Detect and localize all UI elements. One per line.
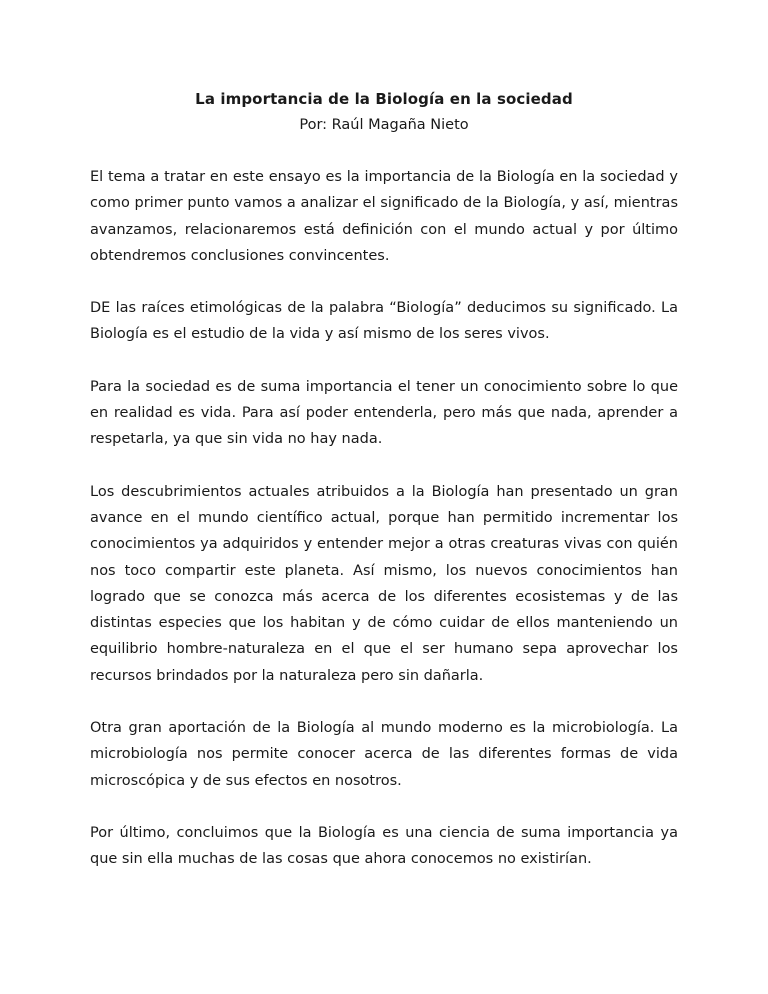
- paragraph-discoveries: Los descubrimientos actuales atribuidos a la Biología han presentado un gran avance en el mundo científico actual, porque han permitido incrementar los conocimientos ya adquiridos y entender mejor a otras creaturas vivas con quién nos toco compartir este planeta. Así mismo, los nuevos conocimientos han logrado que se conozca más acerca de los diferentes ecosistemas y de las distintas especies que los habitan y de cómo cuidar de ellos manteniendo un equilibrio hombre-naturaleza en el que el ser humano sepa aprovechar los recursos brindados por la naturaleza pero sin dañarla.: [90, 483, 678, 684]
- paragraph-microbiology: Otra gran aportación de la Biología al mundo moderno es la microbiología. La microbiología nos permite conocer acerca de las diferentes formas de vida microscópica y de sus efectos en nosotros.: [90, 720, 678, 789]
- document-title: La importancia de la Biología en la sociedad: [195, 90, 573, 108]
- paragraph-conclusion: Por último, concluimos que la Biología es una ciencia de suma importancia ya que sin ella muchas de las cosas que ahora conocemos no existirían.: [90, 824, 678, 868]
- paragraph-society: Para la sociedad es de suma importancia el tener un conocimiento sobre lo que en realidad es vida. Para así poder entenderla, pero más que nada, aprender a respetarla, ya que sin vida no hay nada.: [90, 378, 678, 448]
- document-author: Por: Raúl Magaña Nieto: [299, 117, 469, 133]
- paragraph-etymology: DE las raíces etimológicas de la palabra “Biología” deducimos su significado. La Biología es el estudio de la vida y así mismo de los seres vivos.: [90, 300, 678, 343]
- document-page: [90, 86, 678, 899]
- paragraph-intro: El tema a tratar en este ensayo es la importancia de la Biología en la sociedad y como primer punto vamos a analizar el significado de la Biología, y así, mientras avanzamos, relacionaremos está definición con el mundo actual y por último obtendremos conclusiones convincentes.: [90, 169, 678, 264]
